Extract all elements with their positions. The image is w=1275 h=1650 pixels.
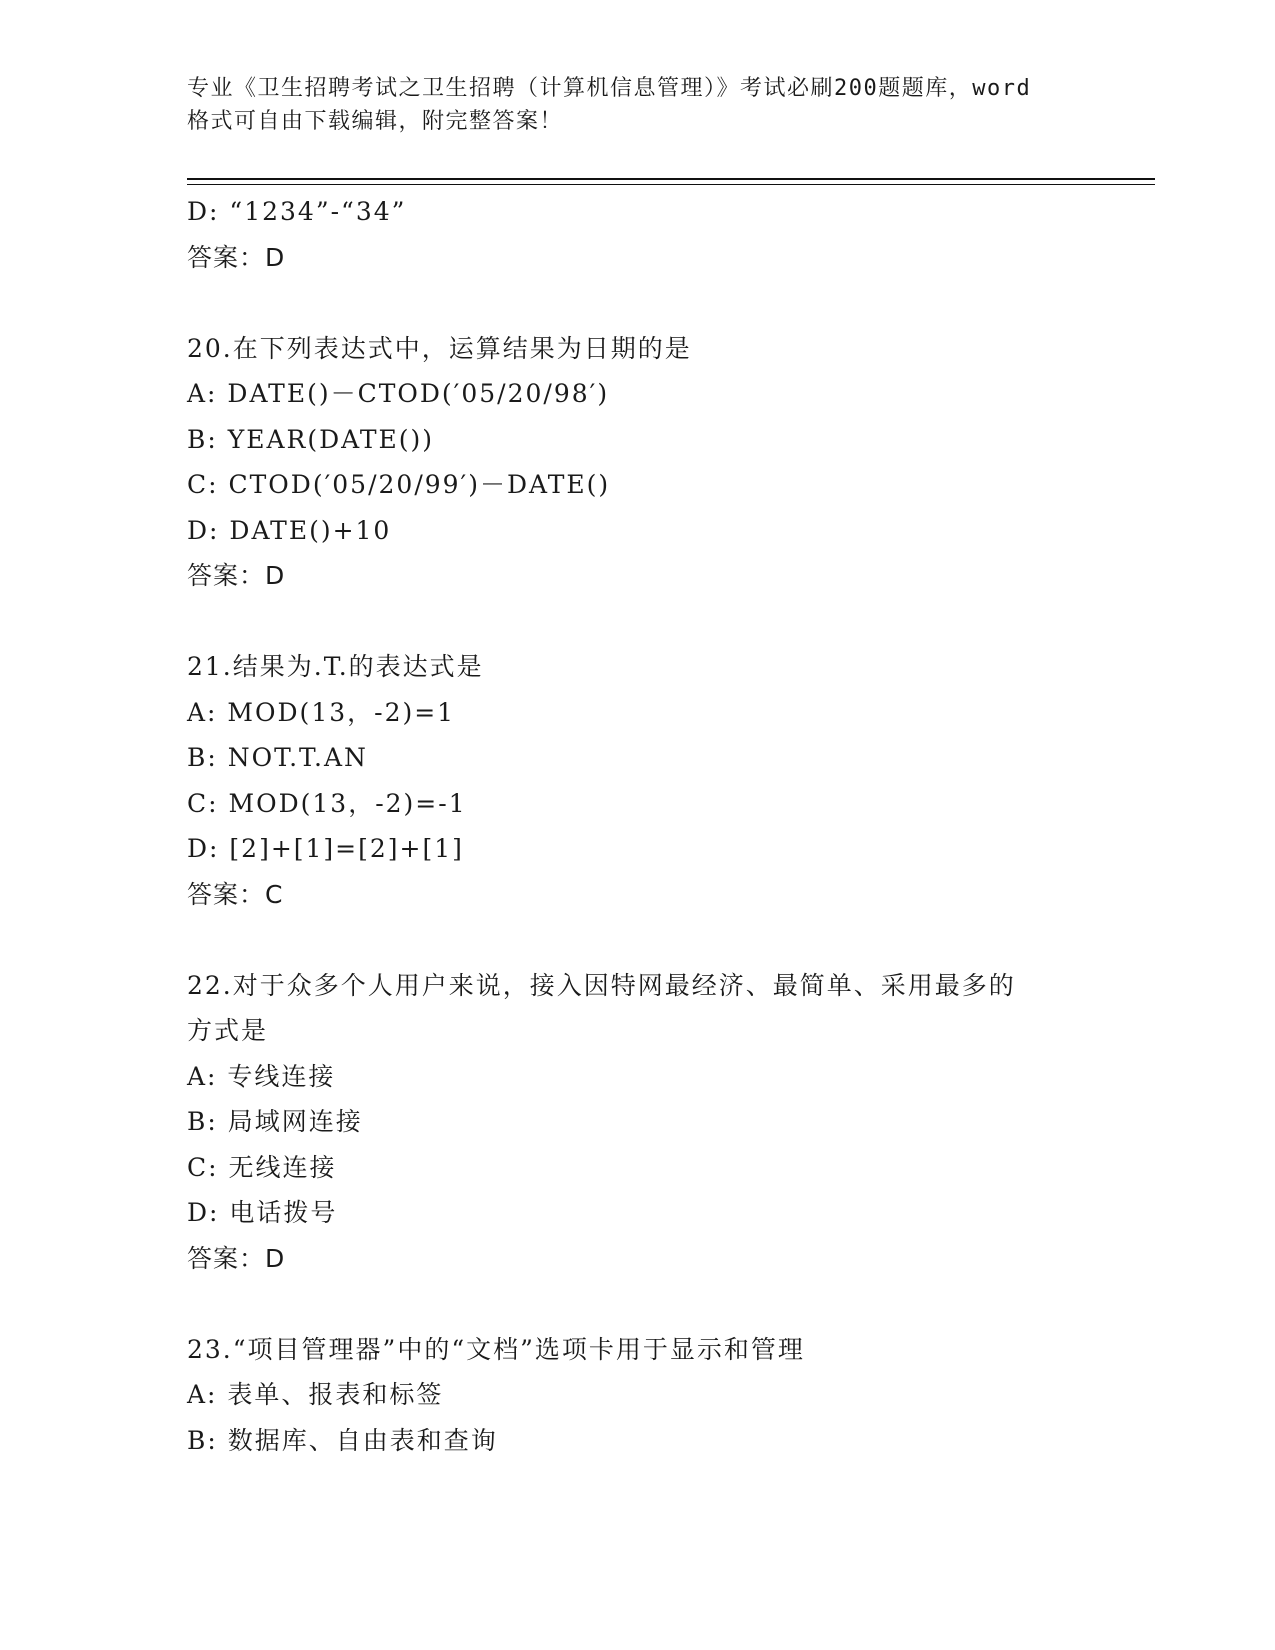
question-22 <box>187 963 1087 1282</box>
q22-option-c: C: 无线连接 <box>187 1152 337 1182</box>
document-body <box>187 189 1087 1463</box>
q20-option-d: D: DATE()+10 <box>187 515 392 545</box>
q23-stem: 23.“项目管理器”中的“文档”选项卡用于显示和管理 <box>187 1334 805 1364</box>
question-23 <box>187 1327 1087 1464</box>
q20-option-b: B: YEAR(DATE()) <box>187 424 435 454</box>
header-line-2: 格式可自由下载编辑，附完整答案！ <box>187 109 564 134</box>
q22-stem-line-1: 22.对于众多个人用户来说，接入因特网最经济、最简单、采用最多的 <box>187 970 1016 1000</box>
q21-answer: 答案：C <box>187 879 284 909</box>
spacer <box>187 1281 1087 1327</box>
spacer <box>187 599 1087 645</box>
q21-option-a: A: MOD(13，-2)=1 <box>187 697 456 727</box>
q22-option-a: A: 专线连接 <box>187 1061 336 1091</box>
q22-option-d: D: 电话拨号 <box>187 1198 338 1227</box>
question-21 <box>187 644 1087 917</box>
spacer <box>187 280 1087 326</box>
q21-option-b: B: NOT.T.AN <box>187 743 368 772</box>
header-divider-thick <box>187 178 1155 180</box>
q20-option-a: A: DATE()－CTOD(′05/20/98′) <box>187 379 610 408</box>
header-divider-thin <box>187 184 1155 185</box>
q20-answer: 答案：D <box>187 561 286 590</box>
q21-option-d: D: [2]+[1]=[2]+[1] <box>187 834 464 863</box>
header-line-1: 专业《卫生招聘考试之卫生招聘（计算机信息管理）》考试必刷200题题库，word <box>187 76 1032 101</box>
q21-option-c: C: MOD(13，-2)=-1 <box>187 788 467 818</box>
q22-stem-line-2: 方式是 <box>187 1016 269 1045</box>
q22-answer: 答案：D <box>187 1243 286 1273</box>
q21-stem: 21.结果为.T.的表达式是 <box>187 652 484 681</box>
q23-option-b: B: 数据库、自由表和查询 <box>187 1425 498 1455</box>
q22-option-b: B: 局域网连接 <box>187 1107 363 1136</box>
document-header <box>187 72 1087 138</box>
q19-option-d: D: “1234”-“34” <box>187 197 407 226</box>
q23-option-a: A: 表单、报表和标签 <box>187 1380 444 1409</box>
spacer <box>187 917 1087 963</box>
q20-option-c: C: CTOD(′05/20/99′)－DATE() <box>187 470 611 499</box>
q19-answer: 答案：D <box>187 242 286 272</box>
question-20 <box>187 326 1087 599</box>
q20-stem: 20.在下列表达式中，运算结果为日期的是 <box>187 333 692 363</box>
